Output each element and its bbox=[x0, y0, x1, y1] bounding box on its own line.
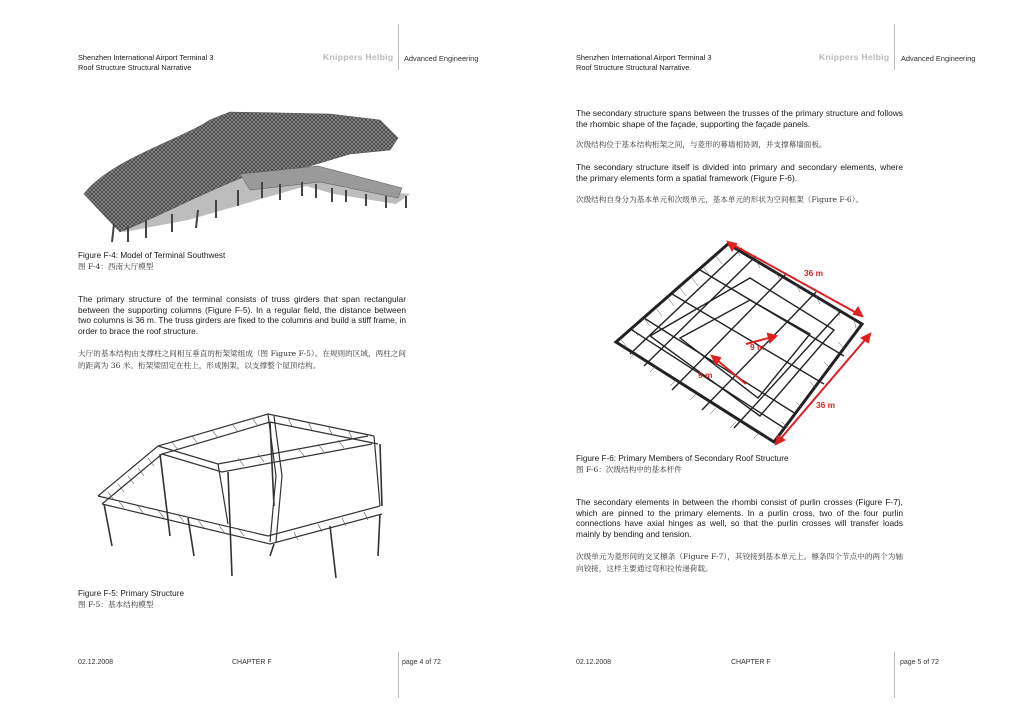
footer-chapter: CHAPTER F bbox=[232, 659, 272, 666]
figure-f6-caption: Figure F-6: Primary Members of Secondary Roof Structure bbox=[576, 454, 789, 463]
purlin-crosses-paragraph: The secondary elements in between the rhombi consist of purlin crosses (Figure F-7), which are pinned to the primary elements. In a purlin cross, two of the four purlin connections have axial hinges as well, so that the purlin crosses will transfer loads mainly by bending and tension. bbox=[576, 497, 903, 540]
header-divider bbox=[894, 24, 895, 70]
dimension-label-center: 9 m bbox=[750, 342, 765, 352]
footer-divider bbox=[398, 652, 399, 698]
footer-chapter: CHAPTER F bbox=[731, 659, 771, 666]
figure-f4-caption: Figure F-4: Model of Terminal Southwest bbox=[78, 251, 226, 260]
header-divider bbox=[398, 24, 399, 70]
dimension-label-left: 9 m bbox=[698, 370, 713, 380]
footer-date: 02.12.2008 bbox=[78, 659, 114, 666]
footer-page-number: page 4 of 72 bbox=[402, 659, 441, 666]
figure-f6-secondary-roof bbox=[610, 238, 880, 446]
secondary-structure-paragraph-zh: 次级结构位于基本结构桁架之间，与菱形的幕墙相协调，并支撑幕墙面板。 bbox=[576, 140, 827, 149]
dimension-label-top: 36 m bbox=[804, 268, 824, 278]
brand-logo: Knippers Helbig bbox=[819, 52, 890, 62]
header-titles bbox=[576, 53, 711, 72]
secondary-structure-paragraph: The secondary structure spans between the trusses of the primary structure and follows the rhombic shape of the façade, supporting the façade panels. bbox=[576, 108, 903, 129]
secondary-division-paragraph-zh: 次级结构自身分为基本单元和次级单元，基本单元的形状为空间框架（Figure F-6）。 bbox=[576, 195, 864, 204]
figure-f5-primary-structure bbox=[98, 406, 388, 584]
footer-date: 02.12.2008 bbox=[576, 659, 612, 666]
header-project: Shenzhen International Airport Terminal 3 bbox=[576, 53, 712, 62]
figure-f6-caption-zh: 图 F-6：次级结构中的基本杆件 bbox=[576, 465, 682, 474]
footer-divider bbox=[894, 652, 895, 698]
header-subject: Roof Structure Structural Narrative bbox=[78, 62, 192, 72]
primary-structure-paragraph: The primary structure of the terminal consists of truss girders that span rectangular between the supporting columns (Figure F-5). In a regular field, the distance between two columns is 36 m. The truss girders are fixed to the columns and build a stiff frame, in order to brace the roof structure. bbox=[78, 294, 406, 337]
truss-diagonals bbox=[108, 418, 368, 540]
truss-girders bbox=[98, 414, 382, 544]
purlin-crosses-paragraph-zh: 次级单元为菱形间的交叉檩条（Figure F-7），其铰接到基本单元上。檩条四个节点中的两个为轴向铰接，这样主要通过弯和拉传递荷载。 bbox=[576, 552, 903, 573]
figure-f4-terminal-model bbox=[80, 110, 410, 250]
figure-f5-caption: Figure F-5: Primary Structure bbox=[78, 589, 185, 598]
roof-surface bbox=[84, 112, 398, 232]
figure-f4-caption-zh: 图 F-4：西南大厅模型 bbox=[78, 262, 154, 271]
header-project: Shenzhen International Airport Terminal 3 bbox=[78, 53, 214, 62]
dimension-label-right: 36 m bbox=[816, 400, 836, 410]
brand-subtitle: Advanced Engineering bbox=[901, 54, 976, 63]
header-titles bbox=[78, 53, 213, 72]
primary-structure-paragraph-zh: 大厅的基本结构由支撑柱之间相互垂直的桁架梁组成（图 Figure F-5）。在规则的区域，两柱之间的距离为 36 米。桁架梁固定在柱上，形成刚架，以支撑整个屋顶结构。 bbox=[78, 349, 406, 370]
secondary-division-paragraph: The secondary structure itself is divided into primary and secondary elements, where the primary elements form a spatial framework (Figure F-6). bbox=[576, 162, 903, 183]
right-page bbox=[498, 0, 1010, 724]
footer-page-number: page 5 of 72 bbox=[900, 659, 939, 666]
brand-logo: Knippers Helbig bbox=[323, 52, 394, 62]
structure-columns bbox=[104, 422, 382, 578]
brand-subtitle: Advanced Engineering bbox=[404, 54, 479, 63]
header-subject: Roof Structure Structural Narrative bbox=[576, 62, 690, 72]
figure-f5-caption-zh: 图 F-5：基本结构模型 bbox=[78, 600, 154, 609]
